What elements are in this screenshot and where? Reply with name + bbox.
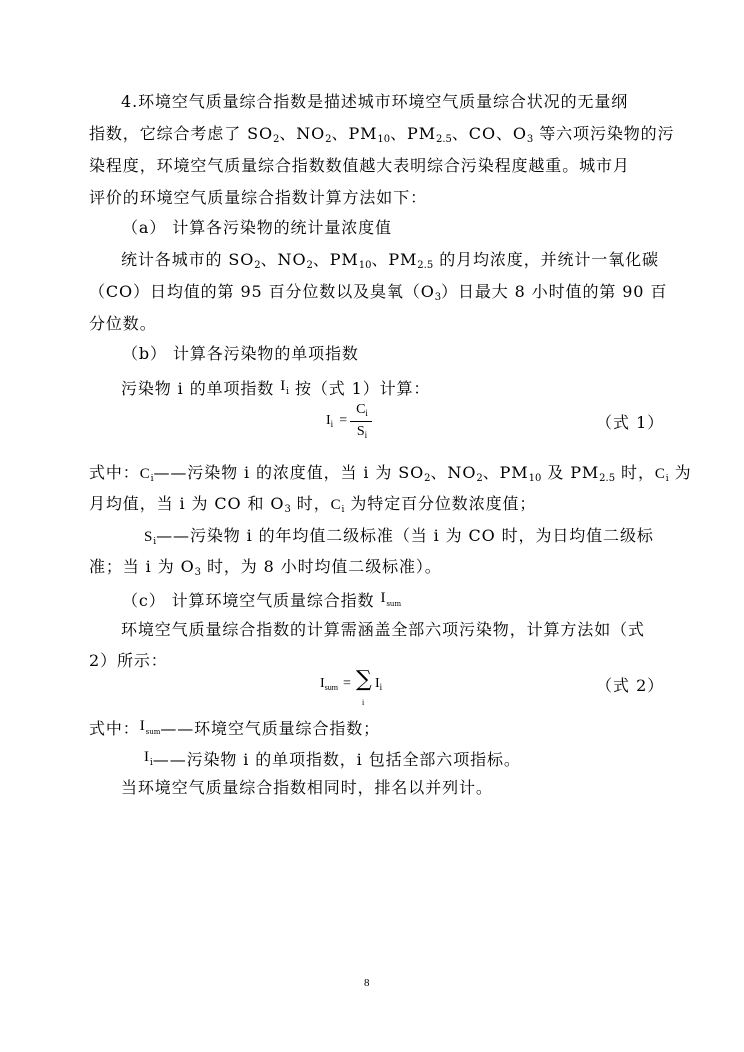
section-c-heading: （c） 计算环境空气质量综合指数 Isum <box>122 590 402 610</box>
para2-line2: （CO）日均值的第 95 百分位数以及臭氧$(O_3)$日最大 8 小时值的第 90 百 <box>89 282 668 303</box>
para5-line1: 当环境空气质量综合指数相同时，排名以并列计。 <box>121 778 493 797</box>
para1-line1: 4.环境空气质量综合指数是描述城市环境空气质量综合状况的无量纲 <box>121 92 629 111</box>
def2-line1: 式中：Isum——环境空气质量综合指数； <box>89 718 381 738</box>
def1-line1: 式中：Ci——污染物 i 的浓度值，当 i 为 $SO_2$、$NO_2$、$PM_{10}$ 及 $PM_{2.5}$ 时，Ci 为 <box>89 463 692 484</box>
para2-line1: 统计各城市的 $SO_2$、$NO_2$、$PM_{10}$、$PM_{2.5}$ 的月均浓度，并统计一氧化碳 <box>121 250 659 271</box>
formula-2-label: （式 2） <box>596 676 665 695</box>
para3-line1: 污染物 i 的单项指数 Ii 按（式 1）计算： <box>121 378 431 398</box>
def2-line2: Ii——污染物 i 的单项指数，i 包括全部六项指标。 <box>144 749 521 769</box>
formula-2-sigma: ∑ <box>356 667 372 692</box>
para1-line4: 评价的环境空气质量综合指数计算方法如下： <box>89 188 428 207</box>
formula-1-fraction-bar <box>350 421 372 422</box>
para4-line2: 2）所示： <box>89 651 168 670</box>
formula-2-sigma-sub: i <box>362 698 365 707</box>
formula-1-label: （式 1） <box>596 413 665 432</box>
page-number: 8 <box>364 977 370 989</box>
def1-line3: Si——污染物 i 的年均值二级标准（当 i 为 CO 时，为日均值二级标 <box>144 526 654 547</box>
para1-line2: 指数，它综合考虑了 $SO_2$、$NO_2$、$PM_{10}$、$PM_{2.5}$、CO、$O_3$ 等六项污染物的污 <box>89 124 675 145</box>
para1-line3: 染程度，环境空气质量综合指数数值越大表明综合污染程度越重。城市月 <box>89 156 630 175</box>
def1-line4: 准；当 i 为 $O_3$ 时，为 8 小时均值二级标准）。 <box>89 557 442 578</box>
section-a-heading: （a） 计算各污染物的统计量浓度值 <box>122 218 392 237</box>
formula-1-denominator: $S_i$ <box>356 424 368 440</box>
def1-line2: 月均值，当 i 为 CO 和 $O_3$ 时，Ci 为特定百分位数浓度值； <box>89 494 537 515</box>
para4-line1: 环境空气质量综合指数的计算需涵盖全部六项污染物，计算方法如（式 <box>121 620 645 639</box>
formula-1-numerator: $C_i$ <box>356 402 368 418</box>
formula-2-rhs: $I_i$ <box>375 676 383 692</box>
para2-line3: 分位数。 <box>89 314 157 333</box>
formula-2-lhs: $I_{sum}$ = <box>320 676 351 692</box>
formula-1-lhs: $I_i$ = <box>326 413 348 429</box>
section-b-heading: （b） 计算各污染物的单项指数 <box>122 344 359 363</box>
